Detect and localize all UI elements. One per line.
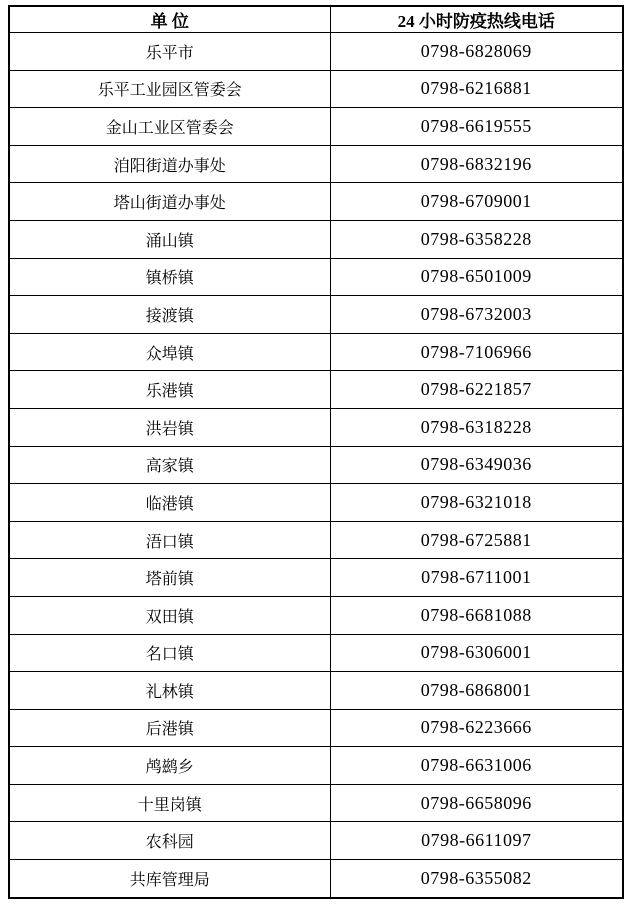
phone-column-header: 24 小时防疫热线电话: [330, 6, 623, 33]
table-row: [9, 258, 623, 296]
unit-cell: 名口镇: [9, 634, 330, 672]
table-row: [9, 220, 623, 258]
phone-cell: 0798-6681088: [330, 596, 623, 634]
table-row: [9, 408, 623, 446]
table-row: [9, 672, 623, 710]
unit-cell: 接渡镇: [9, 296, 330, 334]
table-row: [9, 371, 623, 409]
table-row: [9, 634, 623, 672]
phone-cell: 0798-6318228: [330, 408, 623, 446]
phone-cell: 0798-6501009: [330, 258, 623, 296]
phone-cell: 0798-6709001: [330, 183, 623, 221]
table-row: [9, 145, 623, 183]
table-row: [9, 559, 623, 597]
phone-cell: 0798-6658096: [330, 784, 623, 822]
table-row: [9, 183, 623, 221]
table-row: [9, 108, 623, 146]
table-row: [9, 484, 623, 522]
unit-cell: 后港镇: [9, 709, 330, 747]
unit-cell: 塔前镇: [9, 559, 330, 597]
table-row: [9, 709, 623, 747]
table-row: [9, 747, 623, 785]
phone-cell: 0798-6828069: [330, 33, 623, 71]
table-row: [9, 333, 623, 371]
phone-cell: 0798-6321018: [330, 484, 623, 522]
phone-cell: 0798-7106966: [330, 333, 623, 371]
unit-cell: 乐平工业园区管委会: [9, 70, 330, 108]
unit-column-header: 单 位: [9, 6, 330, 33]
unit-cell: 涌山镇: [9, 220, 330, 258]
table-row: [9, 822, 623, 860]
unit-cell: 高家镇: [9, 446, 330, 484]
phone-cell: 0798-6868001: [330, 672, 623, 710]
unit-cell: 十里岗镇: [9, 784, 330, 822]
unit-cell: 双田镇: [9, 596, 330, 634]
unit-cell: 乐港镇: [9, 371, 330, 409]
unit-cell: 共库管理局: [9, 860, 330, 898]
phone-cell: 0798-6221857: [330, 371, 623, 409]
unit-cell: 镇桥镇: [9, 258, 330, 296]
phone-cell: 0798-6619555: [330, 108, 623, 146]
unit-cell: 临港镇: [9, 484, 330, 522]
phone-cell: 0798-6349036: [330, 446, 623, 484]
table-row: [9, 784, 623, 822]
header-row: [9, 6, 623, 33]
table-row: [9, 296, 623, 334]
unit-cell: 礼林镇: [9, 672, 330, 710]
phone-cell: 0798-6216881: [330, 70, 623, 108]
phone-cell: 0798-6725881: [330, 521, 623, 559]
unit-cell: 塔山街道办事处: [9, 183, 330, 221]
hotline-table: [8, 5, 624, 899]
table-row: [9, 33, 623, 71]
unit-cell: 洪岩镇: [9, 408, 330, 446]
phone-cell: 0798-6306001: [330, 634, 623, 672]
unit-cell: 浯口镇: [9, 521, 330, 559]
phone-cell: 0798-6223666: [330, 709, 623, 747]
table-row: [9, 446, 623, 484]
table-row: [9, 521, 623, 559]
phone-cell: 0798-6611097: [330, 822, 623, 860]
phone-cell: 0798-6358228: [330, 220, 623, 258]
phone-cell: 0798-6355082: [330, 860, 623, 898]
phone-cell: 0798-6732003: [330, 296, 623, 334]
table-row: [9, 70, 623, 108]
unit-cell: 鸬鹚乡: [9, 747, 330, 785]
unit-cell: 洎阳街道办事处: [9, 145, 330, 183]
unit-cell: 农科园: [9, 822, 330, 860]
phone-cell: 0798-6832196: [330, 145, 623, 183]
unit-cell: 金山工业区管委会: [9, 108, 330, 146]
table-row: [9, 860, 623, 898]
phone-cell: 0798-6631006: [330, 747, 623, 785]
unit-cell: 乐平市: [9, 33, 330, 71]
unit-cell: 众埠镇: [9, 333, 330, 371]
table-row: [9, 596, 623, 634]
phone-cell: 0798-6711001: [330, 559, 623, 597]
